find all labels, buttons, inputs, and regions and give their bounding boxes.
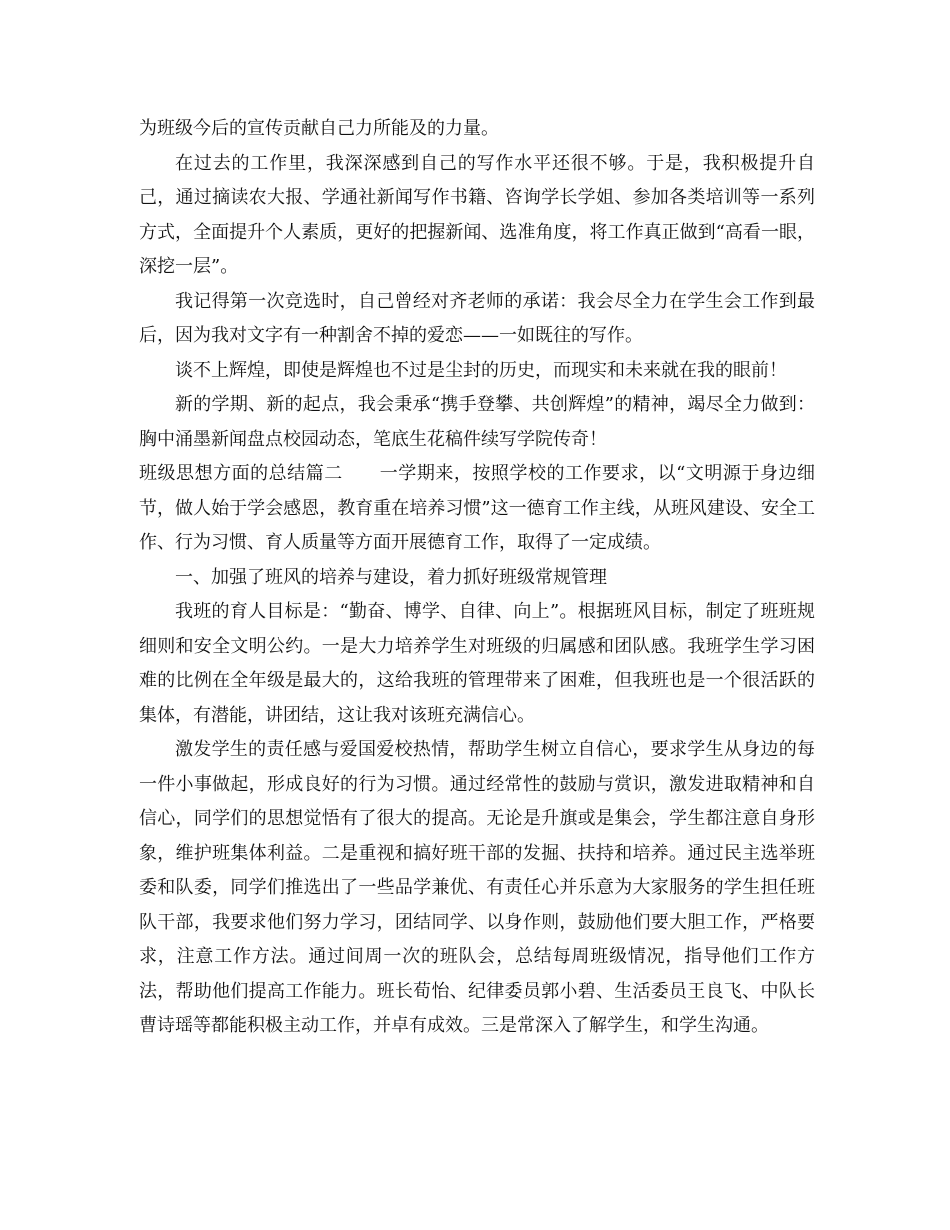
document-body <box>139 112 815 1044</box>
paragraph-responsibility: 激发学生的责任感与爱国爱校热情，帮助学生树立自信心，要求学生从身边的每一件小事做起，形成良好的行为习惯。通过经常性的鼓励与赏识，激发进取精神和自信心，同学们的思想觉悟有了很大的提高。无论是升旗或是集会，学生都注意自身形象，维护班集体利益。二是重视和搞好班干部的发掘、扶持和培养。通过民主选举班委和队委，同学们推选出了一些品学兼优、有责任心并乐意为大家服务的学生担任班队干部，我要求他们努力学习，团结同学、以身作则，鼓励他们要大胆工作，严格要求，注意工作方法。通过间周一次的班队会，总结每周班级情况，指导他们工作方法，帮助他们提高工作能力。班长荀怡、纪律委员郭小碧、生活委员王良飞、中队长曹诗瑶等都能积极主动工作，并卓有成效。三是常深入了解学生，和学生沟通。 <box>139 739 815 1036</box>
paragraph-not-glorious: 谈不上辉煌，即使是辉煌也不过是尘封的历史，而现实和未来就在我的眼前！ <box>175 359 787 381</box>
paragraph-education-goal: 我班的育人目标是：“勤奋、博学、自律、向上”。根据班风目标，制定了班班规细则和安全文明公约。一是大力培养学生对班级的归属感和团队感。我班学生学习困难的比例在全年级是最大的，这给我班的管理带来了困难，但我班也是一个很活跃的集体，有潜能，讲团结，这让我对该班充满信心。 <box>139 601 815 726</box>
paragraph-continuation: 为班级今后的宣传贡献自己力所能及的力量。 <box>139 118 499 139</box>
paragraph-summary-part-two: 班级思想方面的总结篇二 一学期来，按照学校的工作要求，以“文明源于身边细节，做人始于学会感恩，教育重在培养习惯”这一德育工作主线，从班风建设、安全工作、行为习惯、育人质量等方面开展德育工作，取得了一定成绩。 <box>139 463 815 553</box>
paragraph-first-election-promise: 我记得第一次竞选时，自己曾经对齐老师的承诺：我会尽全力在学生会工作到最后，因为我对文字有一种割舍不掉的爱恋——一如既往的写作。 <box>139 290 815 346</box>
paragraph-new-semester: 新的学期、新的起点，我会秉承“携手登攀、共创辉煌”的精神，竭尽全力做到：胸中涌墨新闻盘点校园动态，笔底生花稿件续写学院传奇！ <box>139 394 815 450</box>
paragraph-writing-improvement: 在过去的工作里，我深深感到自己的写作水平还很不够。于是，我积极提升自己，通过摘读农大报、学通社新闻写作书籍、咨询学长学姐、参加各类培训等一系列方式，全面提升个人素质，更好的把握新闻、选准角度，将工作真正做到“高看一眼，深挖一层”。 <box>139 152 815 277</box>
section-heading-class-style: 一、加强了班风的培养与建设，着力抓好班级常规管理 <box>175 566 607 588</box>
